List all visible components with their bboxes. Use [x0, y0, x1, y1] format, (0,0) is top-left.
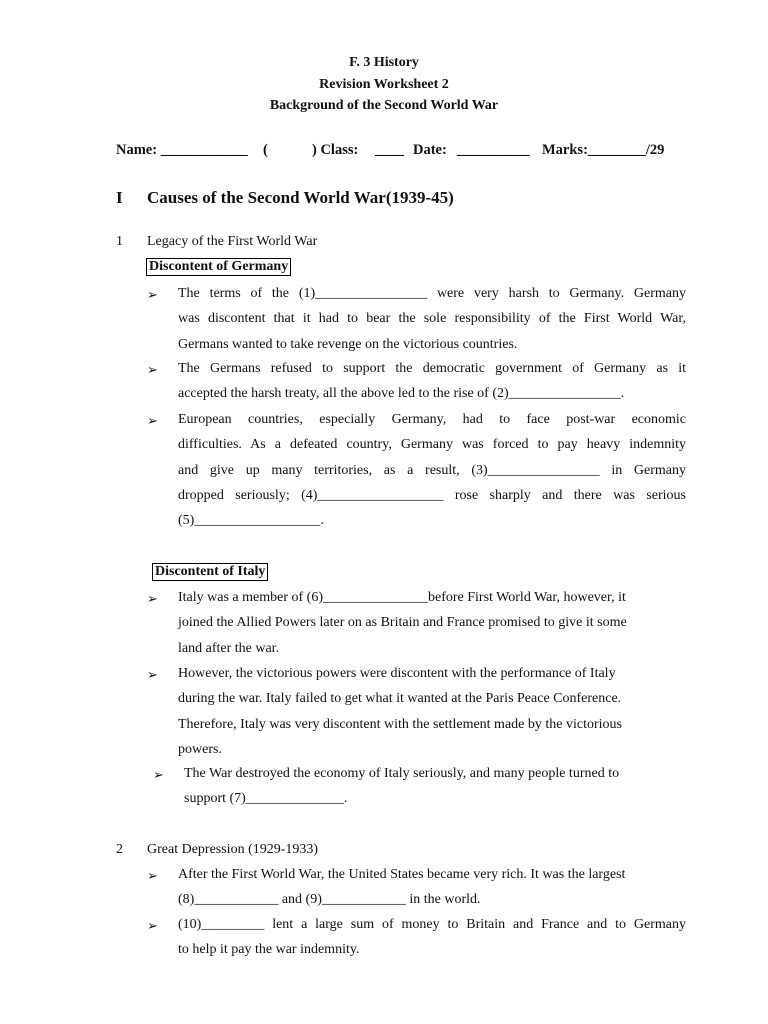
name-field: Name: ____________ — [116, 142, 248, 158]
germany-bullet-2 — [178, 356, 686, 407]
bullet-arrow-icon: ➢ — [147, 868, 158, 883]
text-line: difficulties. As a defeated country, Germany was forced to pay heavy indemnity — [178, 437, 686, 453]
text-line: (5)__________________. — [178, 513, 324, 529]
text-line: land after the war. — [178, 640, 280, 656]
section-title: Causes of the Second World War(1939-45) — [147, 188, 454, 207]
text-line: dropped seriously; (4)__________________ rose sharply and there was serious — [178, 487, 686, 503]
text-line: and give up many territories, as a result, (3)________________ in Germany — [178, 462, 686, 478]
text-line: The Germans refused to support the democratic government of Germany as it — [178, 361, 686, 376]
course-title: F. 3 History — [349, 55, 419, 70]
germany-bullet-3 — [178, 407, 686, 533]
text-line: (10)_________ lent a large sum of money to Britain and France and to Germany — [178, 917, 686, 932]
text-line: However, the victorious powers were discontent with the performance of Italy — [178, 666, 616, 681]
italy-bullet-1 — [178, 585, 676, 661]
marks-field: Marks:________/29 — [542, 142, 665, 158]
text-line: was discontent that it had to bear the sole responsibility of the First World War, — [178, 311, 686, 327]
text-line: support (7)______________. — [184, 791, 348, 807]
germany-heading-box: Discontent of Germany — [146, 258, 291, 276]
question-number-1: 1 — [116, 234, 123, 249]
bullet-arrow-icon: ➢ — [147, 591, 158, 606]
bullet-arrow-icon: ➢ — [147, 413, 158, 428]
question-title-2: Great Depression (1929-1933) — [147, 842, 319, 857]
worksheet-title: Revision Worksheet 2 — [319, 77, 449, 92]
class-label: ) Class: — [312, 142, 359, 158]
depression-bullet-2 — [178, 912, 686, 963]
italy-heading-box: Discontent of Italy — [152, 563, 268, 581]
bullet-arrow-icon: ➢ — [147, 287, 158, 302]
question-number-2: 2 — [116, 842, 123, 857]
section-number: I — [116, 188, 123, 207]
text-line: powers. — [178, 741, 222, 757]
bullet-arrow-icon: ➢ — [147, 918, 158, 933]
text-line: The War destroyed the economy of Italy seriously, and many people turned to — [184, 766, 620, 781]
text-line: After the First World War, the United States became very rich. It was the largest — [178, 867, 626, 882]
date-blank: __________ — [457, 142, 530, 158]
worksheet-subtitle: Background of the Second World War — [269, 98, 499, 113]
text-line: during the war. Italy failed to get what it wanted at the Paris Peace Conference. — [178, 691, 622, 707]
bullet-arrow-icon: ➢ — [147, 362, 158, 377]
text-line: joined the Allied Powers later on as Britain and France promised to give it some — [178, 615, 627, 631]
bullet-arrow-icon: ➢ — [147, 667, 158, 682]
text-line: to help it pay the war indemnity. — [178, 942, 360, 958]
italy-bullet-2 — [178, 661, 676, 762]
text-line: Therefore, Italy was very discontent with the settlement made by the victorious — [178, 716, 622, 732]
depression-bullet-1 — [178, 862, 676, 913]
index-open-paren: ( — [263, 142, 268, 158]
question-title-1: Legacy of the First World War — [147, 234, 318, 249]
text-line: accepted the harsh treaty, all the above led to the rise of (2)________________. — [178, 386, 625, 402]
text-line: Germans wanted to take revenge on the victorious countries. — [178, 336, 518, 352]
text-line: (8)____________ and (9)____________ in the world. — [178, 892, 481, 908]
text-line: Italy was a member of (6)_______________before First World War, however, it — [178, 590, 626, 605]
date-label: Date: — [413, 142, 447, 158]
class-blank: ____ — [375, 142, 404, 158]
bullet-arrow-icon: ➢ — [153, 767, 164, 782]
germany-bullet-1 — [178, 281, 686, 357]
text-line: European countries, especially Germany, had to face post-war economic — [178, 412, 686, 427]
italy-bullet-3 — [184, 761, 682, 812]
text-line: The terms of the (1)________________ were very harsh to Germany. Germany — [178, 286, 686, 301]
